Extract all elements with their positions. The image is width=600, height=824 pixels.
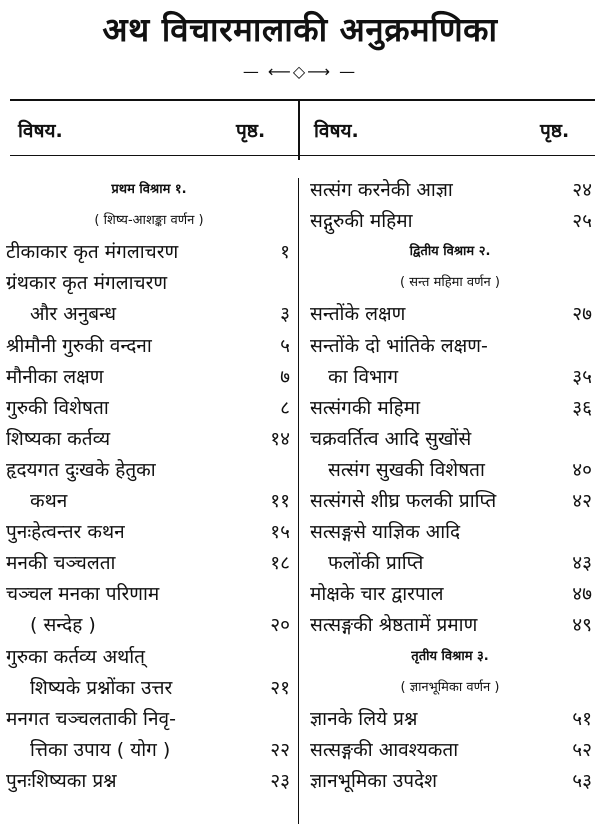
toc-page-number: २५ xyxy=(572,210,592,233)
toc-page-number: २१ xyxy=(270,676,290,699)
toc-entry-text: फलोंकी प्राप्ति xyxy=(328,552,424,575)
toc-page-number: २४ xyxy=(572,179,592,201)
toc-entry-text: मौनीका लक्षण xyxy=(6,365,104,388)
toc-row xyxy=(300,176,600,204)
toc-row xyxy=(0,518,298,546)
toc-entry-text: चञ्चल मनका परिणाम xyxy=(6,583,160,606)
toc-row xyxy=(0,269,298,297)
toc-entry-text: हृदयगत दुःखके हेतुका xyxy=(6,458,156,481)
toc-row xyxy=(300,580,600,608)
right-page-header: पृष्ठ. xyxy=(540,120,570,142)
toc-entry-text: मनगत चञ्चलताकी निवृ- xyxy=(6,707,176,730)
toc-page-number: ४० xyxy=(572,458,592,481)
toc-page-number: १५ xyxy=(270,521,290,544)
toc-entry-text: ग्रंथकार कृत मंगलाचरण xyxy=(6,272,168,295)
toc-page-number: २७ xyxy=(572,303,592,326)
toc-row xyxy=(0,643,298,671)
toc-row xyxy=(0,456,298,484)
toc-row xyxy=(0,736,298,764)
toc-row xyxy=(0,705,298,733)
toc-entry-text: ( शिष्य-आशङ्का वर्णन ) xyxy=(94,213,204,229)
toc-page-number: ३ xyxy=(280,303,290,326)
toc-page-number: १८ xyxy=(270,552,290,575)
toc-row xyxy=(300,207,600,235)
right-subject-header: विषय. xyxy=(314,120,359,142)
toc-page-number: ५२ xyxy=(572,738,592,761)
table-top-rule xyxy=(10,99,595,101)
toc-page-number: ३५ xyxy=(572,365,592,388)
left-subject-header: विषय. xyxy=(18,120,63,142)
page-title: अथ विचारमालाकी अनुक्रमणिका xyxy=(102,10,498,49)
toc-page-number: ७ xyxy=(280,365,290,388)
toc-entry-text: सन्तोंके दो भांतिके लक्षण- xyxy=(310,334,488,357)
toc-row xyxy=(300,705,600,733)
toc-entry-text: और अनुबन्ध xyxy=(30,303,117,326)
toc-entry-text: श्रीमौनी गुरुकी वन्दना xyxy=(6,334,152,357)
toc-entry-text: चक्रवर्तित्व आदि सुखोंसे xyxy=(310,427,472,450)
toc-row xyxy=(300,332,600,360)
toc-row xyxy=(300,487,600,515)
toc-entry-text: सत्संग सुखकी विशेषता xyxy=(328,458,485,481)
toc-entry-text: सद्गुरुकी महिमा xyxy=(310,210,413,233)
toc-entry-text: त्तिका उपाय ( योग ) xyxy=(30,738,171,761)
toc-entry-text: का विभाग xyxy=(328,365,399,388)
toc-row xyxy=(300,456,600,484)
toc-entry-text: सत्संगकी महिमा xyxy=(310,396,421,419)
toc-row xyxy=(300,425,600,453)
toc-entry-text: तृतीय विश्राम ३. xyxy=(411,648,489,664)
toc-page-number: २२ xyxy=(270,738,290,761)
toc-page-number: ४२ xyxy=(572,490,592,512)
toc-entry-text: शिष्यका कर्तव्य xyxy=(6,427,111,450)
toc-row xyxy=(0,363,298,391)
toc-row xyxy=(300,269,600,297)
toc-page-number: ८ xyxy=(280,396,290,419)
toc-row xyxy=(0,674,298,702)
toc-row xyxy=(300,611,600,639)
toc-entry-text: पुनःहेत्वन्तर कथन xyxy=(6,521,125,544)
ornament-divider: — ⟵◇⟶ — xyxy=(242,62,358,81)
toc-row xyxy=(0,549,298,577)
toc-page-number: ४३ xyxy=(572,552,592,575)
table-header-rule xyxy=(10,155,595,156)
toc-page-number: ५३ xyxy=(572,769,592,792)
toc-entry-text: सत्सङ्गसे याज्ञिक आदि xyxy=(310,521,461,544)
toc-row xyxy=(0,176,298,204)
toc-page-number: ३६ xyxy=(572,396,592,419)
toc-row xyxy=(300,300,600,328)
toc-row xyxy=(0,394,298,422)
toc-row xyxy=(300,518,600,546)
toc-page-number: १ xyxy=(280,241,290,264)
toc-entry-text: ज्ञानके लिये प्रश्न xyxy=(310,707,418,730)
toc-row xyxy=(0,300,298,328)
toc-row xyxy=(0,767,298,795)
toc-entry-text: शिष्यके प्रश्नोंका उत्तर xyxy=(30,676,173,699)
toc-row xyxy=(300,643,600,671)
toc-row xyxy=(0,207,298,235)
toc-entry-text: ( ज्ञानभूमिका वर्णन ) xyxy=(400,679,500,695)
toc-page-number: ५१ xyxy=(572,707,592,730)
toc-entry-text: ( सन्देह ) xyxy=(30,614,96,637)
toc-entry-text: ( सन्त महिमा वर्णन ) xyxy=(400,275,500,291)
toc-entry-text: सत्सङ्गकी आवश्यकता xyxy=(310,738,459,761)
toc-page-number: २३ xyxy=(270,769,290,792)
toc-page-number: १४ xyxy=(270,427,290,450)
toc-entry-text: द्वितीय विश्राम २. xyxy=(409,244,491,260)
toc-page-number: ४९ xyxy=(572,614,592,637)
toc-entry-text: प्रथम विश्राम १. xyxy=(111,182,187,197)
toc-entry-text: टीकाकार कृत मंगलाचरण xyxy=(6,241,179,264)
toc-entry-text: मोक्षके चार द्वारपाल xyxy=(310,583,444,606)
toc-entry-text: कथन xyxy=(30,490,68,512)
toc-row xyxy=(300,363,600,391)
toc-row xyxy=(300,736,600,764)
toc-entry-text: सत्संगसे शीघ्र फलकी प्राप्ति xyxy=(310,490,497,512)
toc-row xyxy=(0,580,298,608)
toc-page-number: २० xyxy=(270,614,290,637)
toc-entry-text: सत्संग करनेकी आज्ञा xyxy=(310,179,453,201)
toc-row xyxy=(0,487,298,515)
header-column-divider xyxy=(298,100,300,160)
toc-entry-text: ज्ञानभूमिका उपदेश xyxy=(310,769,438,792)
body-column-divider xyxy=(298,178,299,824)
toc-page-number: ५ xyxy=(280,334,290,357)
toc-entry-text: पुनःशिष्यका प्रश्न xyxy=(6,769,117,792)
toc-entry-text: गुरुकी विशेषता xyxy=(6,396,109,419)
toc-page-number: ११ xyxy=(270,490,290,512)
toc-row xyxy=(0,611,298,639)
toc-row xyxy=(0,332,298,360)
toc-row xyxy=(0,238,298,266)
toc-entry-text: गुरुका कर्तव्य अर्थात् xyxy=(6,645,145,668)
toc-row xyxy=(0,425,298,453)
toc-entry-text: सत्सङ्गकी श्रेष्ठतामें प्रमाण xyxy=(310,614,478,637)
toc-page-number: ४७ xyxy=(572,583,592,606)
toc-row xyxy=(300,767,600,795)
toc-row xyxy=(300,238,600,266)
toc-entry-text: मनकी चञ्चलता xyxy=(6,552,116,575)
left-page-header: पृष्ठ. xyxy=(236,120,266,142)
toc-row xyxy=(300,394,600,422)
toc-row xyxy=(300,549,600,577)
toc-entry-text: सन्तोंके लक्षण xyxy=(310,303,406,326)
toc-row xyxy=(300,674,600,702)
